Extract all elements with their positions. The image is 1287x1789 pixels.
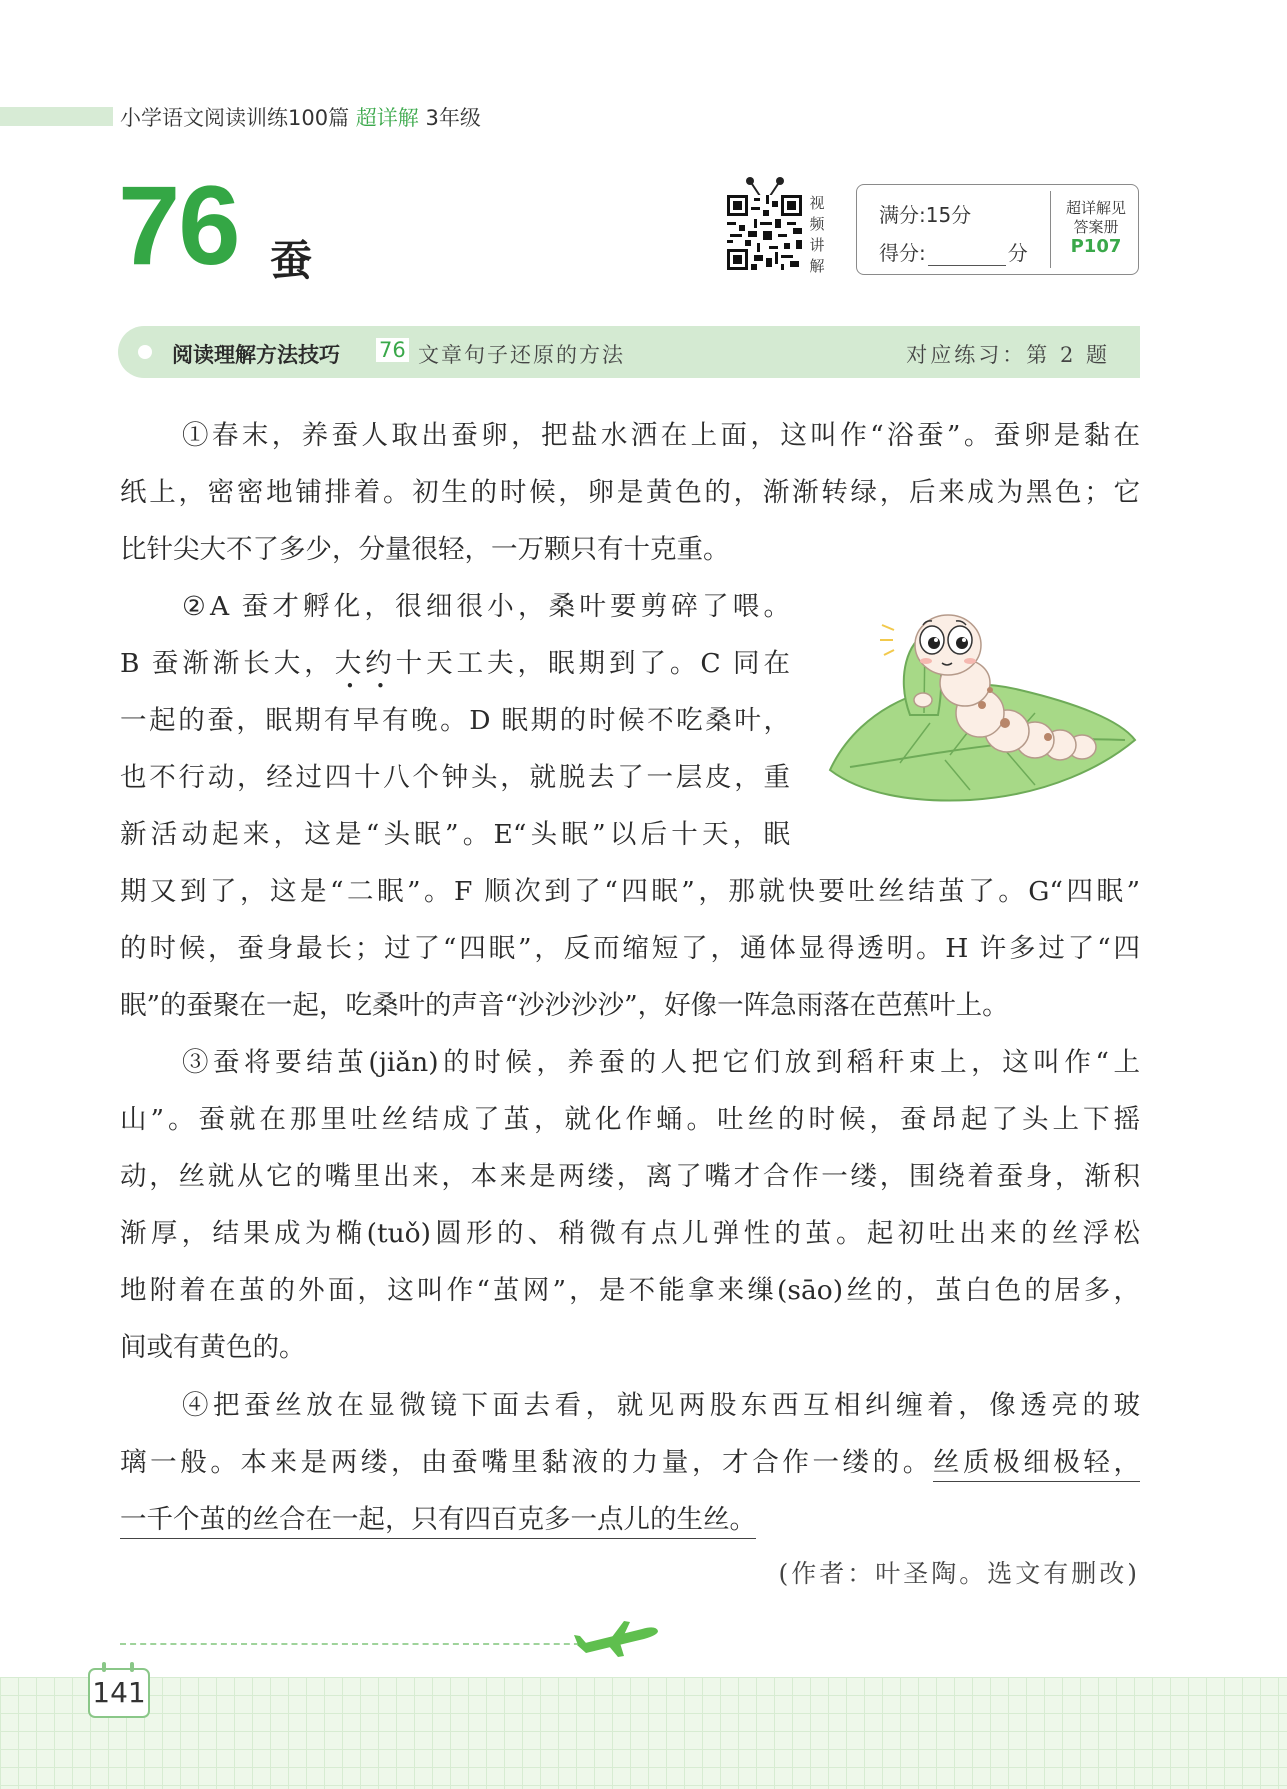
tip-bullet-icon bbox=[138, 345, 152, 359]
score-blank[interactable] bbox=[928, 247, 1006, 266]
score-box bbox=[856, 184, 1139, 275]
answer-reference: 超详解见 答案册 P107 bbox=[1056, 199, 1136, 256]
emphasis-dot-char: 约 bbox=[365, 648, 396, 679]
full-score-label: 满分:15分 bbox=[879, 203, 972, 227]
underlined-sentence-part-2: 一千个茧的丝合在一起，只有四百克多一点儿的生丝。 bbox=[120, 1504, 756, 1539]
silkworm-illustration bbox=[820, 595, 1140, 815]
lesson-title: 蚕 bbox=[270, 236, 313, 285]
lesson-number: 76 bbox=[118, 163, 239, 288]
dashed-divider bbox=[120, 1643, 590, 1645]
airplane-icon bbox=[572, 1615, 662, 1660]
page-number-badge bbox=[88, 1668, 150, 1718]
score-field[interactable]: 得分: 分 bbox=[879, 241, 1028, 265]
paragraph-1: ①春末，养蚕人取出蚕卵，把盐水洒在上面，这叫作“浴蚕”。蚕卵是黏在 纸上，密密地铺排着。初生的时候，卵是黄色的，渐渐转绿，后来成为黑色；它 比针尖大不了多少，分量很轻，一万颗只有十克重。 bbox=[120, 420, 1140, 565]
qr-code-icon[interactable] bbox=[727, 195, 802, 270]
paragraph-4: ④把蚕丝放在显微镜下面去看，就见两股东西互相纠缠着，像透亮的玻 璃一般。本来是两缕，由蚕嘴里黏液的力量，才合作一缕的。丝质极细极轻， 一千个茧的丝合在一起，只有四百克多一点儿的生丝。 bbox=[120, 1377, 1140, 1548]
practice-reference: 对应练习：第 2 题 bbox=[906, 343, 1110, 367]
paragraph-2-wrapped: ②A 蚕才孵化，很细很小，桑叶要剪碎了喂。 B 蚕渐渐长大，大约十天工夫，眠期到了。C 同在 一起的蚕，眠期有早有晚。D 眠期的时候不吃桑叶， 也不行动，经过四十八个钟头，就脱去了一层皮，重 新活动起来，这是“头眠”。E“头眠”以后十天，眠 bbox=[120, 591, 791, 850]
qr-video-label: 视 频 讲 解 bbox=[809, 194, 825, 275]
footer-grid-background bbox=[0, 1677, 1287, 1789]
grade-label: 3年级 bbox=[425, 106, 481, 130]
author-credit: (作者：叶圣陶。选文有删改) bbox=[778, 1559, 1140, 1588]
tip-number: 76 bbox=[376, 338, 409, 362]
header-band bbox=[0, 107, 113, 126]
tip-label: 阅读理解方法技巧 bbox=[172, 343, 340, 367]
page-ring bbox=[102, 1662, 106, 1672]
emphasis-dot-char: 大 bbox=[334, 648, 366, 679]
method-tip-bar bbox=[118, 326, 1140, 378]
underlined-sentence-part-1: 丝质极细极轻， bbox=[933, 1447, 1140, 1482]
page-ring bbox=[130, 1662, 134, 1672]
paragraph-3: ③蚕将要结茧(jiǎn)的时候，养蚕的人把它们放到稻秆束上，这叫作“上 山”。蚕就在那里吐丝结成了茧，就化作蛹。吐丝的时候，蚕昂起了头上下摇 动，丝就从它的嘴里出来，本来是两缕，离了嘴才合作一缕，围绕着蚕身，渐积 渐厚，结果成为椭(tuǒ)圆形的、稍微有点儿弹性的茧。起初吐出来的丝浮松 地附着在茧的外面，这叫作“茧网”，是不能拿来缫(sāo)丝的，茧白色的居多， 间或有黄色的。 bbox=[120, 1047, 1140, 1363]
series-title: 小学语文阅读训练100篇 超详解 3年级 bbox=[120, 106, 481, 130]
paragraph-2-continued: 期又到了，这是“二眠”。F 顺次到了“四眠”，那就快要吐丝结茧了。G“四眠” 的时候，蚕身最长；过了“四眠”，反而缩短了，通体显得透明。H 许多过了“四 眠”的蚕聚在一起，吃桑叶的声音“沙沙沙沙”，好像一阵急雨落在芭蕉叶上。 bbox=[120, 876, 1140, 1021]
answer-page: P107 bbox=[1070, 236, 1122, 257]
score-divider bbox=[1050, 191, 1051, 268]
page-number: 141 bbox=[92, 1676, 146, 1709]
tip-text: 文章句子还原的方法 bbox=[418, 343, 625, 367]
series-highlight: 超详解 bbox=[355, 106, 419, 130]
